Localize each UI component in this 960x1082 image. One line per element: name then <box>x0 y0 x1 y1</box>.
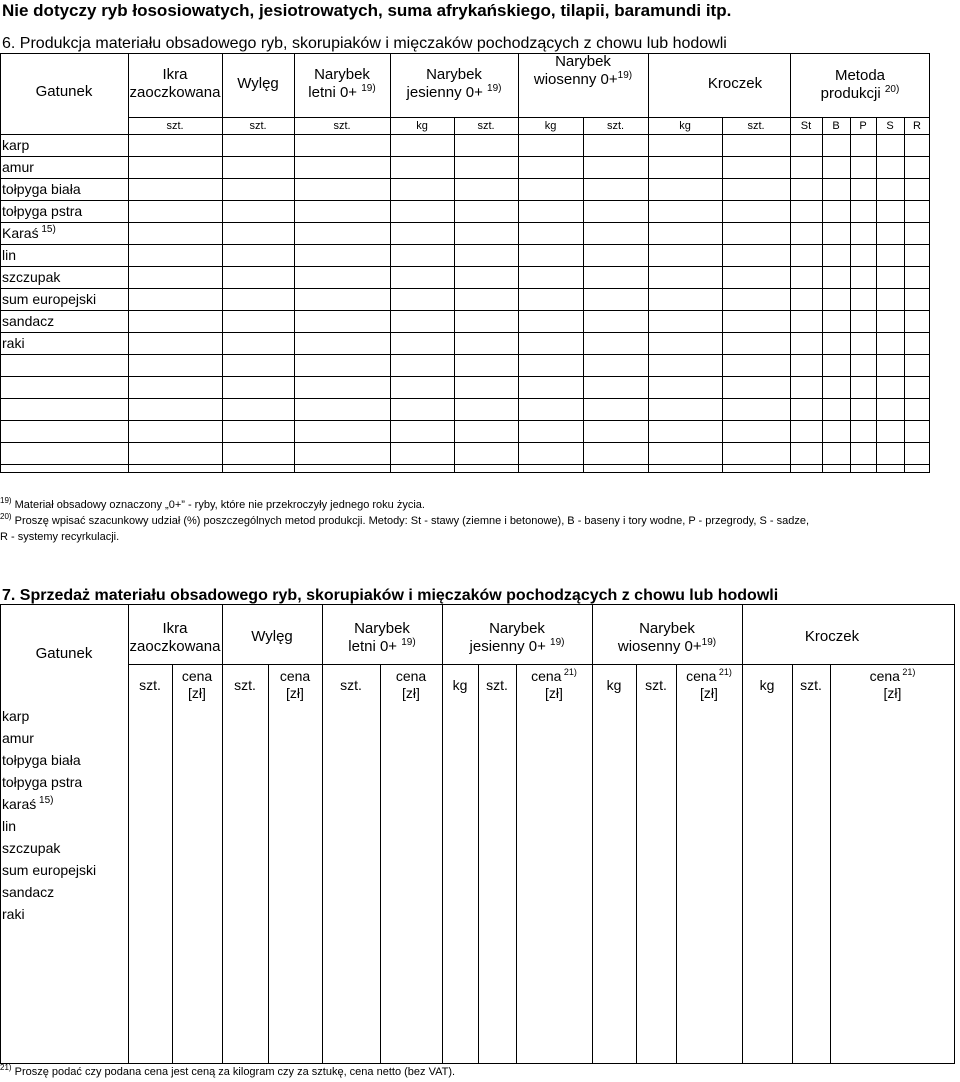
species-label <box>2 729 34 747</box>
section-6-title: 6. Produkcja materiału obsadowego ryb, skorupiaków i mięczaków pochodzących z chowu lub hodowli <box>2 35 727 52</box>
table-6-row-line <box>0 200 930 201</box>
unit-label: kg <box>606 677 622 693</box>
section-7-title: 7. Sprzedaż materiału obsadowego ryb, skorupiaków i mięczaków pochodzących z chowu lub hodowli <box>2 587 779 604</box>
species-name: tołpyga biała <box>2 752 81 768</box>
unit-label: szt. <box>234 677 256 693</box>
footnote-ref: 15) <box>36 795 54 806</box>
table-6-row-line <box>0 464 930 465</box>
species-name: lin <box>2 247 17 263</box>
page-title: Nie dotyczy ryb łososiowatych, jesiotrowatych, suma afrykańskiego, tilapii, baramundi itp. <box>2 1 732 20</box>
table-6-column-rule <box>790 53 791 473</box>
table-7-column-rule <box>592 604 593 1064</box>
species-name: szczupak <box>2 840 61 856</box>
unit-label: szt. <box>166 120 184 132</box>
col-wiosenny-header: Narybek wiosenny 0+$^{19)}$ <box>533 53 633 88</box>
t7-col-kroczek-header: Kroczek <box>804 628 860 645</box>
footnote-21: $^{21)}$ Proszę podać czy podana cena jest ceną za kilogram czy za sztukę, cena netto (bez VAT). <box>0 1063 456 1078</box>
species-name: sandacz <box>2 884 55 900</box>
unit-label: kg <box>416 120 428 132</box>
table-7-subcolumn-rule <box>380 664 381 1064</box>
col-wyleg-header: Wylęg <box>237 75 279 92</box>
unit-label: cena [zł] <box>279 668 311 701</box>
unit-label: szt. <box>333 120 351 132</box>
unit-label: S <box>886 120 894 132</box>
col-ikra-header: Ikra zaoczkowana <box>129 66 221 101</box>
species-name: lin <box>2 818 17 834</box>
table-6-column-rule <box>294 53 295 473</box>
footnote-20-cont: R - systemy recyrkulacji. <box>0 531 120 543</box>
table-6-row-line <box>0 442 930 443</box>
unit-label: cena [zł] <box>395 668 427 701</box>
species-name: amur <box>2 159 34 175</box>
table-6-row-line <box>0 310 930 311</box>
species-label <box>2 817 16 835</box>
unit-label: P <box>859 120 867 132</box>
t7-col-wyleg-header: Wylęg <box>251 628 293 645</box>
col-kroczek-header: Kroczek <box>707 75 763 92</box>
species-name: karaś <box>2 796 37 812</box>
table-6-column-rule <box>222 53 223 473</box>
table-7-subcolumn-rule <box>516 664 517 1064</box>
table-6-row-line <box>0 156 930 157</box>
species-label <box>2 290 96 308</box>
species-label <box>2 905 25 923</box>
footnote-ref: 15) <box>38 224 56 235</box>
species-name: tołpyga pstra <box>2 774 83 790</box>
table-7-column-rule <box>222 604 223 1064</box>
unit-label: R <box>913 120 921 132</box>
table-6-row-line <box>0 332 930 333</box>
col-gatunek-header: Gatunek <box>35 83 93 100</box>
table-7-column-rule <box>742 604 743 1064</box>
species-label <box>2 202 82 220</box>
species-label <box>2 268 60 286</box>
t7-col-gatunek-header: Gatunek <box>35 645 93 662</box>
species-label <box>2 136 29 154</box>
unit-label: szt. <box>477 120 495 132</box>
table-6-row-line <box>0 178 930 179</box>
species-name: raki <box>2 906 25 922</box>
species-name: szczupak <box>2 269 61 285</box>
col-jesienny-header: Narybek jesienny 0+ $^{19)}$ <box>406 66 502 101</box>
species-label <box>2 246 16 264</box>
unit-label: kg <box>544 120 557 132</box>
table-6-row-line <box>0 288 930 289</box>
table-7-subcolumn-rule <box>830 664 831 1064</box>
table-6-column-rule <box>648 53 649 473</box>
unit-label: kg <box>679 120 691 132</box>
unit-label: szt. <box>800 677 822 693</box>
table-6-row-line <box>0 266 930 267</box>
unit-label: cena $^{21)}$ [zł] <box>686 667 732 701</box>
unit-label: szt. <box>645 677 667 693</box>
species-label <box>2 751 81 769</box>
unit-label: cena $^{21)}$ [zł] <box>531 667 577 701</box>
species-label <box>2 883 54 901</box>
table-6-header-divider <box>128 117 930 118</box>
species-label <box>2 861 96 879</box>
species-label <box>2 224 56 242</box>
species-name: karp <box>2 708 30 724</box>
unit-label: szt. <box>139 677 161 693</box>
table-6-column-rule <box>128 53 129 473</box>
table-6-row-line <box>0 134 930 135</box>
species-name: raki <box>2 335 25 351</box>
species-label <box>2 773 82 791</box>
unit-label: szt. <box>340 677 362 693</box>
unit-label: szt. <box>606 120 625 132</box>
species-label <box>2 707 29 725</box>
table-7-subcolumn-rule <box>172 664 173 1064</box>
table-7-column-rule <box>128 604 129 1064</box>
table-6-row-line <box>0 376 930 377</box>
table-6-row-line <box>0 222 930 223</box>
unit-label: St <box>800 120 812 132</box>
unit-label: kg <box>759 677 775 693</box>
table-7-subcolumn-rule <box>676 664 677 1064</box>
unit-label: szt. <box>249 120 267 132</box>
table-7-subcolumn-rule <box>478 664 479 1064</box>
table-6-row-line <box>0 420 930 421</box>
t7-col-letni-header: Narybek letni 0+ $^{19)}$ <box>348 620 416 655</box>
table-6-row-line <box>0 398 930 399</box>
table-6-column-rule <box>518 53 519 473</box>
unit-label: cena $^{21)}$ [zł] <box>869 667 916 701</box>
species-name: sandacz <box>2 313 55 329</box>
species-name: tołpyga pstra <box>2 203 83 219</box>
table-6-row-line <box>0 244 930 245</box>
table-6-column-rule <box>390 53 391 473</box>
species-label <box>2 839 60 857</box>
unit-label: szt. <box>486 677 508 693</box>
table-6-row-line <box>0 354 930 355</box>
species-name: tołpyga biała <box>2 181 81 197</box>
col-letni-header: Narybek letni 0+ $^{19)}$ <box>308 66 376 101</box>
species-label <box>2 312 54 330</box>
table-7-subcolumn-rule <box>636 664 637 1064</box>
species-label <box>2 334 25 352</box>
unit-label: cena [zł] <box>181 668 213 701</box>
table-7-column-rule <box>322 604 323 1064</box>
species-name: sum europejski <box>2 291 97 307</box>
species-name: karp <box>2 137 30 153</box>
footnote-20: $^{20)}$ Proszę wpisać szacunkowy udział (%) poszczególnych metod produkcji. Metody: St - stawy (ziemne i betonowe), B - baseny i tory wodne, P - przegrody, S - sadze, <box>0 512 810 527</box>
t7-col-jesienny-header: Narybek jesienny 0+ $^{19)}$ <box>469 620 565 655</box>
species-label <box>2 795 53 813</box>
species-name: Karaś <box>2 225 39 241</box>
unit-label: szt. <box>747 120 765 132</box>
t7-col-wiosenny-header: Narybek wiosenny 0+$^{19)}$ <box>617 620 717 655</box>
species-label <box>2 180 81 198</box>
species-name: sum europejski <box>2 862 97 878</box>
t7-col-ikra-header: Ikra zaoczkowana <box>129 620 221 655</box>
unit-label: kg <box>452 677 468 693</box>
col-metoda-header: Metoda produkcji $^{20)}$ <box>820 67 900 102</box>
table-7-subcolumn-rule <box>268 664 269 1064</box>
species-name: amur <box>2 730 34 746</box>
table-7-column-rule <box>442 604 443 1064</box>
species-label <box>2 158 34 176</box>
footnote-19: $^{19)}$ Materiał obsadowy oznaczony „0+” - ryby, które nie przekroczyły jednego roku życia. <box>0 496 425 511</box>
table-7-subcolumn-rule <box>792 664 793 1064</box>
unit-label: B <box>832 120 840 132</box>
